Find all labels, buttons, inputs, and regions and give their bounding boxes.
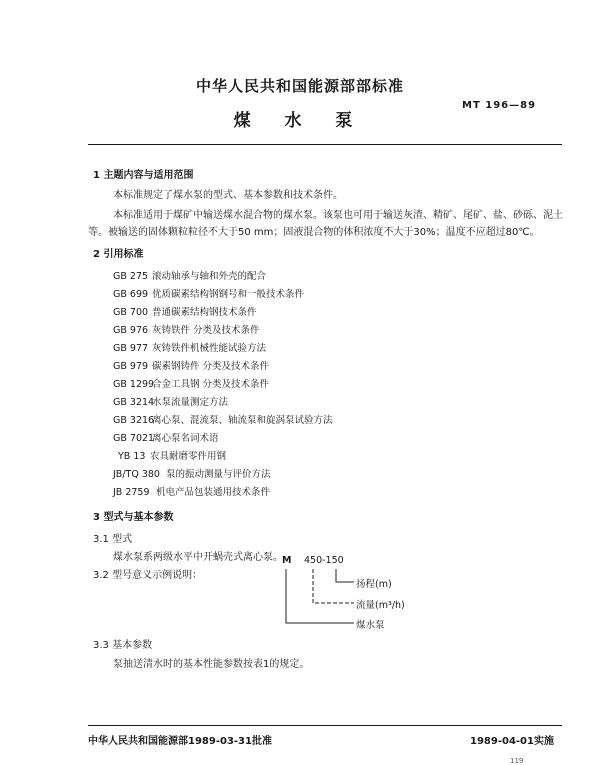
reference-code: GB 275 bbox=[113, 271, 149, 282]
reference-item bbox=[113, 340, 266, 354]
implementation-date: 1989-04-01实施 bbox=[470, 736, 554, 747]
reference-item bbox=[113, 358, 269, 372]
reference-code: GB 699 bbox=[113, 289, 149, 300]
reference-item bbox=[113, 304, 257, 318]
diagram-model-number: 450-150 bbox=[304, 555, 344, 566]
section-3-3-heading: 3.3 基本参数 bbox=[93, 640, 153, 651]
reference-title: 农具耐磨零件用钢 bbox=[150, 451, 227, 462]
header-rule bbox=[88, 144, 562, 145]
reference-item bbox=[113, 412, 333, 426]
reference-item bbox=[113, 268, 266, 282]
reference-title: 离心泵、混流泵、轴流泵和旋涡泵试验方法 bbox=[152, 415, 333, 426]
section-3-1-text: 煤水泵系两级水平中开蜗壳式离心泵。 bbox=[113, 552, 283, 563]
standard-organization: 中华人民共和国能源部部标准 bbox=[195, 77, 404, 95]
section-3-heading: 3 型式与基本参数 bbox=[93, 512, 174, 523]
reference-title: 灰铸铁件 分类及技术条件 bbox=[152, 325, 260, 336]
reference-code: GB 976 bbox=[113, 325, 149, 336]
footer-rule bbox=[88, 725, 562, 726]
reference-title: 泵的振动测量与评价方法 bbox=[166, 469, 271, 480]
reference-item bbox=[113, 466, 271, 480]
reference-item bbox=[118, 448, 226, 462]
reference-code: GB 1299 bbox=[113, 379, 155, 390]
reference-item bbox=[113, 394, 228, 408]
reference-title: 普通碳素结构钢技术条件 bbox=[152, 307, 257, 318]
reference-title: 机电产品包装通用技术条件 bbox=[156, 487, 271, 498]
diagram-label-pump: 煤水泵 bbox=[356, 620, 385, 631]
section-1-para-2-line-2: 等。被输送的固体颗粒粒径不大于50 mm；固液混合物的体积浓度不大于30%；温度不应超过80℃。 bbox=[88, 227, 540, 238]
diagram-leader-lines bbox=[270, 545, 370, 630]
reference-code: GB 7021 bbox=[113, 433, 155, 444]
page-number: 119 bbox=[510, 757, 524, 765]
standard-title: 煤 水 泵 bbox=[233, 111, 367, 131]
diagram-prefix: M bbox=[282, 555, 292, 566]
approval-date: 中华人民共和国能源部1989-03-31批准 bbox=[88, 736, 272, 747]
reference-item bbox=[113, 430, 219, 444]
reference-code: JB/TQ 380 bbox=[113, 469, 160, 480]
reference-code: GB 977 bbox=[113, 343, 149, 354]
reference-code: GB 700 bbox=[113, 307, 149, 318]
section-3-3-text: 泵抽送清水时的基本性能参数按表1的规定。 bbox=[113, 659, 310, 670]
reference-title: 水泵流量测定方法 bbox=[152, 397, 229, 408]
section-1-heading: 1 主题内容与适用范围 bbox=[93, 170, 194, 181]
reference-title: 滚动轴承与轴和外壳的配合 bbox=[152, 271, 267, 282]
reference-item bbox=[113, 376, 269, 390]
reference-item bbox=[113, 322, 260, 336]
reference-title: 离心泵名词术语 bbox=[152, 433, 219, 444]
reference-title: 碳素钢铸件 分类及技术条件 bbox=[152, 361, 270, 372]
diagram-label-head: 扬程(m) bbox=[356, 579, 392, 590]
section-2-heading: 2 引用标准 bbox=[93, 249, 144, 260]
reference-title: 优质碳素结构钢钢号和一般技术条件 bbox=[152, 289, 305, 300]
standard-code: MT 196—89 bbox=[462, 100, 537, 111]
reference-item bbox=[113, 286, 304, 300]
section-3-2-heading: 3.2 型号意义示例说明： bbox=[93, 570, 203, 581]
reference-code: GB 979 bbox=[113, 361, 149, 372]
section-1-para-2-line-1: 本标准适用于煤矿中输送煤水混合物的煤水泵。该泵也可用于输送灰渣、精矿、尾矿、盐、砂砾、泥土 bbox=[113, 210, 563, 221]
reference-item bbox=[113, 484, 270, 498]
reference-code: GB 3216 bbox=[113, 415, 155, 426]
diagram-label-flow: 流量(m³/h) bbox=[356, 600, 405, 611]
reference-code: YB 13 bbox=[118, 451, 146, 462]
section-1-para-1: 本标准规定了煤水泵的型式、基本参数和技术条件。 bbox=[113, 190, 343, 201]
reference-code: JB 2759 bbox=[113, 487, 150, 498]
reference-title: 灰铸铁件机械性能试验方法 bbox=[152, 343, 267, 354]
reference-code: GB 3214 bbox=[113, 397, 155, 408]
section-3-1-heading: 3.1 型式 bbox=[93, 534, 133, 545]
reference-title: 合金工具钢 分类及技术条件 bbox=[152, 379, 270, 390]
